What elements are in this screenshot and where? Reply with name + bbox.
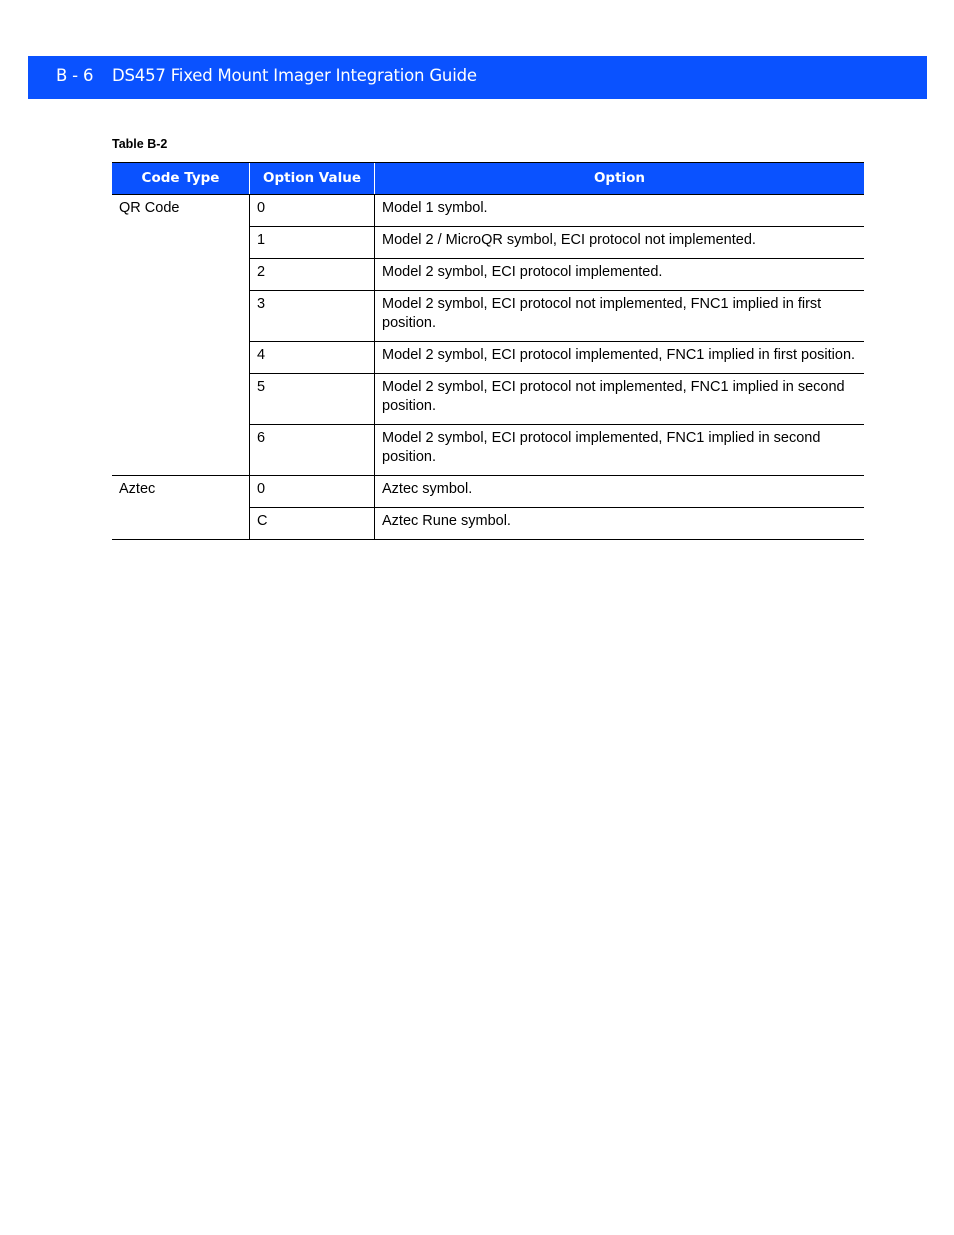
table-caption: Table B-2 [112, 137, 168, 151]
code-type-cell: QR Code [112, 195, 250, 476]
column-header-code-type: Code Type [112, 163, 250, 195]
option-value-cell: 0 [250, 195, 375, 227]
option-value-cell: 6 [250, 425, 375, 476]
table-header-row [112, 163, 864, 195]
option-cell: Aztec symbol. [375, 476, 865, 508]
option-cell: Model 2 symbol, ECI protocol not implemented, FNC1 implied in first position. [375, 291, 865, 342]
option-cell: Model 2 symbol, ECI protocol not implemented, FNC1 implied in second position. [375, 374, 865, 425]
option-value-cell: 0 [250, 476, 375, 508]
table-row [112, 476, 864, 508]
option-value-cell: 3 [250, 291, 375, 342]
option-cell: Aztec Rune symbol. [375, 508, 865, 540]
option-value-cell: 5 [250, 374, 375, 425]
option-cell: Model 2 symbol, ECI protocol implemented, FNC1 implied in second position. [375, 425, 865, 476]
option-cell: Model 2 symbol, ECI protocol implemented. [375, 259, 865, 291]
option-value-cell: 1 [250, 227, 375, 259]
page-number: B - 6 [56, 66, 94, 85]
page-header [28, 56, 927, 99]
table-row [112, 195, 864, 227]
column-header-option: Option [375, 163, 865, 195]
code-type-cell: Aztec [112, 476, 250, 540]
code-type-table [112, 162, 864, 540]
option-value-cell: 4 [250, 342, 375, 374]
document-title: DS457 Fixed Mount Imager Integration Guide [112, 66, 477, 85]
option-cell: Model 1 symbol. [375, 195, 865, 227]
option-value-cell: 2 [250, 259, 375, 291]
option-cell: Model 2 / MicroQR symbol, ECI protocol not implemented. [375, 227, 865, 259]
option-value-cell: C [250, 508, 375, 540]
column-header-option-value: Option Value [250, 163, 375, 195]
option-cell: Model 2 symbol, ECI protocol implemented, FNC1 implied in first position. [375, 342, 865, 374]
